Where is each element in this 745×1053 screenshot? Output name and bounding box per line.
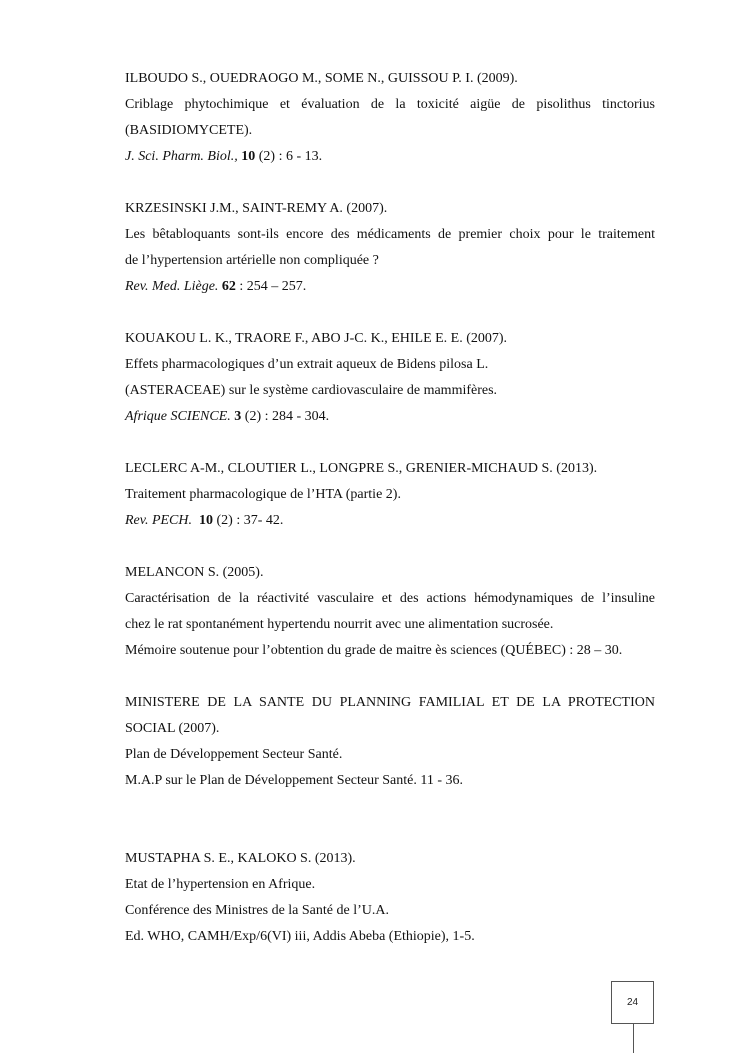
- reference-title-line: (ASTERACEAE) sur le système cardiovasculaire de mammifères.: [125, 383, 498, 398]
- reference-citation: [125, 274, 655, 300]
- reference-journal: Rev. PECH.: [125, 513, 192, 528]
- reference-volume: 10: [241, 149, 256, 164]
- reference-title-line: Effets pharmacologiques d’un extrait aqueux de Bidens pilosa L.: [125, 357, 489, 372]
- reference-entry-ministere: [125, 690, 655, 794]
- reference-volume: 62: [221, 279, 236, 294]
- reference-title-line: Les bêtabloquants sont-ils encore des médicaments de premier choix pour le traitement: [125, 227, 655, 242]
- page-number: 24: [626, 997, 639, 1008]
- reference-entry-melancon: [125, 560, 655, 664]
- reference-entry-mustapha: [125, 846, 655, 950]
- reference-citation: [125, 508, 655, 534]
- reference-title-line: M.A.P sur le Plan de Développement Secteur Santé. 11 - 36.: [125, 773, 464, 788]
- reference-title-line: Plan de Développement Secteur Santé.: [125, 747, 343, 762]
- reference-citation: [125, 144, 655, 170]
- reference-title-line: Ed. WHO, CAMH/Exp/6(VI) iii, Addis Abeba (Ethiopie), 1-5.: [125, 929, 475, 944]
- reference-volume: 3: [234, 409, 242, 424]
- reference-title-line: de l’hypertension artérielle non compliquée ?: [125, 253, 379, 268]
- reference-entry-leclerc: [125, 456, 655, 534]
- reference-title-line: chez le rat spontanément hypertendu nourrit avec une alimentation sucrosée.: [125, 617, 554, 632]
- reference-journal: Afrique SCIENCE.: [125, 409, 231, 424]
- reference-list: [125, 66, 655, 976]
- reference-authors: MUSTAPHA S. E., KALOKO S. (2013).: [125, 851, 356, 866]
- reference-authors: KOUAKOU L. K., TRAORE F., ABO J-C. K., EHILE E. E. (2007).: [125, 331, 508, 346]
- reference-volume: 10: [199, 513, 213, 528]
- reference-title-line: Caractérisation de la réactivité vasculaire et des actions hémodynamiques de l’insuline: [125, 591, 655, 606]
- reference-entry-kouakou: [125, 326, 655, 430]
- reference-authors: ILBOUDO S., OUEDRAOGO M., SOME N., GUISSOU P. I. (2009).: [125, 71, 518, 86]
- reference-authors: MELANCON S. (2005).: [125, 565, 264, 580]
- reference-authors: LECLERC A-M., CLOUTIER L., LONGPRE S., GRENIER-MICHAUD S. (2013).: [125, 461, 598, 476]
- reference-title-line: Mémoire soutenue pour l’obtention du grade de maitre ès sciences (QUÉBEC) : 28 – 30.: [125, 643, 623, 658]
- reference-pages: (2) : 6 - 13.: [255, 149, 323, 164]
- page-number-rule: [633, 1024, 634, 1053]
- reference-journal: J. Sci. Pharm. Biol.,: [125, 149, 238, 164]
- reference-pages: : 254 – 257.: [235, 279, 307, 294]
- reference-authors: KRZESINSKI J.M., SAINT-REMY A. (2007).: [125, 201, 388, 216]
- reference-entry-krzesinski: [125, 196, 655, 300]
- page-number-box: [611, 981, 654, 1024]
- reference-title-line: Criblage phytochimique et évaluation de la toxicité aigüe de pisolithus tinctorius: [125, 97, 655, 112]
- reference-title-line: Conférence des Ministres de la Santé de l’U.A.: [125, 903, 389, 918]
- reference-title-line: Traitement pharmacologique de l’HTA (partie 2).: [125, 487, 401, 502]
- reference-citation: [125, 404, 655, 430]
- reference-pages: (2) : 284 - 304.: [241, 409, 330, 424]
- reference-journal: Rev. Med. Liège.: [125, 279, 219, 294]
- reference-title-line: Etat de l’hypertension en Afrique.: [125, 877, 316, 892]
- reference-authors: MINISTERE DE LA SANTE DU PLANNING FAMILIAL ET DE LA PROTECTION: [125, 695, 655, 710]
- reference-pages: (2) : 37- 42.: [213, 513, 284, 528]
- reference-title-line: SOCIAL (2007).: [125, 721, 220, 736]
- reference-title-line: (BASIDIOMYCETE).: [125, 123, 253, 138]
- reference-entry-ilboudo: [125, 66, 655, 170]
